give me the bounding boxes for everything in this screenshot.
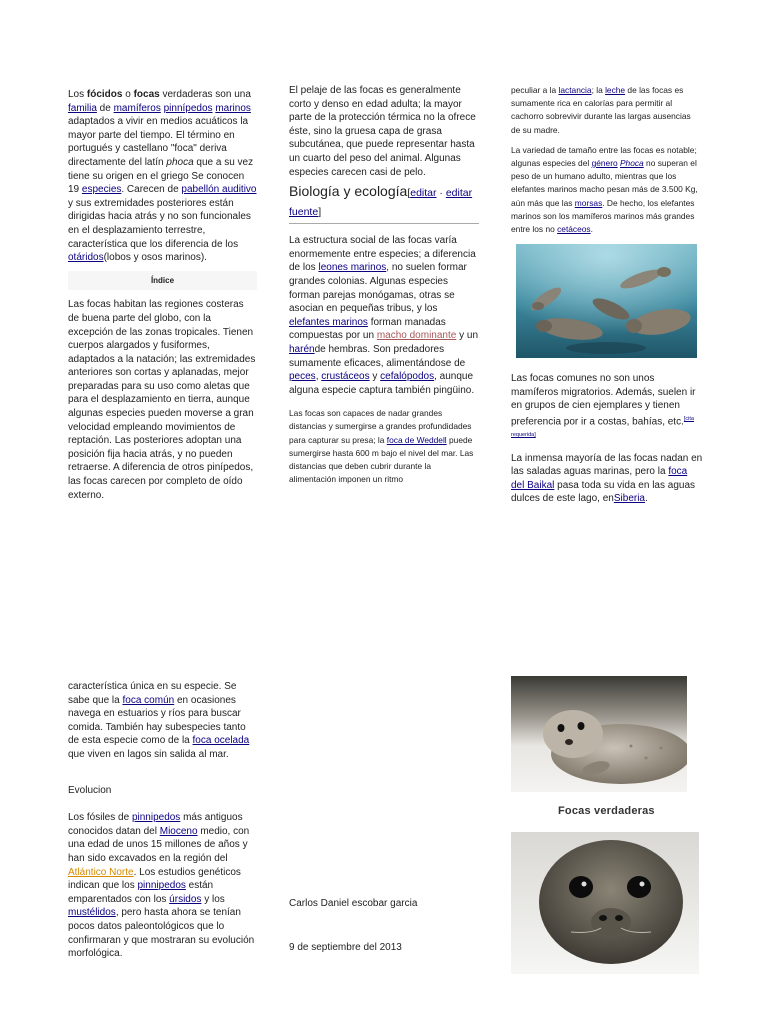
column-3-top [511, 84, 701, 236]
habitat-paragraph: Las focas habitan las regiones costeras de buena parte del globo, con la excepción de las zonas tropicales. Tienen cuerpos alargados y fusiformes, adaptados a la natación; las extremidades anteriores son cortas y aplanadas, mejor preparadas para su uso como aletas que para el desplazamiento en tierra, aunque algunas especies pueden moverse a gran velocidad empleando movimientos de reptación. Las posteriores adoptan una posición fija hacia atrás, y no pueden retraerse. A diferencia de otros pinípedos, las focas carecen por completo de oído externo. [68, 299, 256, 501]
link-leones-marinos[interactable]: leones marinos [318, 262, 387, 274]
citation-needed-link[interactable]: [cita requerida] [511, 415, 694, 438]
link-mamiferos[interactable]: mamíferos [113, 102, 161, 114]
link-foca-ocelada[interactable]: foca ocelada [192, 735, 250, 747]
link-otaridos[interactable]: otáridos [68, 252, 104, 264]
underwater-seals-image [516, 244, 697, 358]
column-1-top [68, 88, 257, 502]
size-paragraph: La variedad de tamaño entre las focas es notable; algunas especies del género Phoca no superan el peso de un humano adulto, mientras que los elefantes marinos macho pesan más de 3.500 Kg, aún más que las morsas. De hecho, los elefantes marinos son los mamíferos marinos más grandes entre los no cetáceos. [511, 144, 698, 235]
link-genero[interactable]: género [591, 158, 618, 169]
link-cefalopodos[interactable]: cefalópodos [380, 371, 435, 383]
seal-face-image [511, 832, 699, 974]
image-caption: Focas verdaderas [558, 805, 655, 817]
link-familia[interactable]: familia [68, 102, 97, 114]
column-2 [289, 84, 479, 487]
link-foca-comun[interactable]: foca común [122, 694, 175, 706]
link-crustaceos[interactable]: crustáceos [321, 371, 370, 383]
link-macho-dominante[interactable]: macho dominante [376, 330, 457, 342]
evolution-heading: Evolucion [68, 784, 112, 796]
seal-on-snow-illustration [511, 676, 687, 792]
column-3-middle [511, 372, 703, 506]
link-ursidos[interactable]: úrsidos [169, 893, 202, 905]
migration-paragraph: Las focas comunes no son unos mamíferos migratorios. Además, suelen ir en grupos de cien ejemplares y tienen preferencia por ir a costas, bahías, etc.[cita requerida] [511, 373, 696, 438]
link-especies[interactable]: especies [81, 184, 122, 196]
link-phoca[interactable]: Phoca [619, 158, 644, 169]
link-mustelidos[interactable]: mustélidos [68, 907, 116, 919]
swimming-paragraph: Las focas son capaces de nadar grandes distancias y sumergirse a grandes profundidades para capturar su presa; la foca de Weddell puede sumergirse hasta 600 m bajo el nivel del mar. Las distancias que deben cubrir durante la alimentación imponen un ritmo [289, 408, 474, 485]
seal-face-illustration [511, 832, 699, 974]
author-name: Carlos Daniel escobar garcia [289, 898, 418, 909]
link-foca-del-baikal[interactable]: foca del Baikal [511, 466, 688, 491]
lactancia-paragraph: peculiar a la lactancia; la leche de las focas es sumamente rica en calorías para permitir al cachorro sobrevivir durante las largas ausencias de su madre. [511, 85, 691, 135]
link-haren[interactable]: harén [289, 343, 315, 355]
intro-paragraph: Los fócidos o focas verdaderas son una familia de mamíferos pinnípedos marinos adaptados a vivir en medios acuáticos la mayor parte del tiempo. El término en portugués y castellano "foca" deriva directamente del latín phoca que a su vez tiene su origen en el griego Se conocen 19 especies. Carecen de pabellón auditivo y sus extremidades posteriores están dirigidas hacia atrás y no son funcionales en el desplazamiento terrestre, característica que los diferencia de los otáridos(lobos y osos marinos). [68, 89, 257, 264]
underwater-seals-illustration [516, 244, 697, 358]
section-heading-biologia: Biología y ecología[editar · editar fuente] [289, 183, 479, 224]
document-date: 9 de septiembre del 2013 [289, 942, 402, 953]
link-siberia[interactable]: Siberia [613, 493, 645, 505]
link-foca-de-weddell[interactable]: foca de Weddell [386, 434, 447, 445]
evolution-paragraph: Los fósiles de pinnipedos más antiguos conocidos datan del Mioceno medio, con una edad de unos 15 millones de años y han sido excavados en la región del Atlántico Norte. Los estudios genéticos indican que los pinnipedos están emparentados con los úrsidos y los mustélidos, pero hasta ahora se tenían pocos datos paleontológicos que lo confirmaran y que mostraran su evolución morfológica. [68, 812, 255, 960]
social-structure-paragraph: La estructura social de las focas varía enormemente entre especies; a diferencia de los leones marinos, no suelen formar grandes colonias. Algunas especies forman parejas monógamas, otras se asocian en pequeñas tribus, y los elefantes marinos forman manadas compuestas por un macho dominante y un harénde hembras. Son predadores sumamente eficaces, alimentándose de peces, crustáceos y cefalópodos, aunque alguna especie captura también pingüino. [289, 235, 479, 396]
link-mioceno[interactable]: Mioceno [159, 825, 198, 837]
edit-link[interactable]: editar [410, 187, 437, 200]
baikal-paragraph: La inmensa mayoría de las focas nadan en las saladas aguas marinas, pero la foca del Baikal pasa toda su vida en las aguas dulces de este lago, enSiberia. [511, 452, 703, 505]
link-pabellon-auditivo[interactable]: pabellón auditivo [181, 184, 257, 196]
column-1-bottom [68, 680, 257, 961]
pelaje-paragraph: El pelaje de las focas es generalmente corto y denso en edad adulta; la mayor parte de la protección térmica no la ofrece éste, sino la gruesa capa de grasa subcutánea, que puede representar hasta un cuarto del peso del animal. Algunas especies carecen casi de pelo. [289, 85, 476, 178]
link-lactancia[interactable]: lactancia [558, 85, 592, 95]
habitat-continued-paragraph: característica única en su especie. Se sabe que la foca común en ocasiones navega en estuarios y ríos para buscar comida. También hay subespecies tanto de esta especie como de la foca ocelada que viven en lagos sin salida al mar. [68, 681, 250, 760]
index-box[interactable]: Índice [68, 271, 257, 291]
link-leche[interactable]: leche [605, 85, 626, 95]
link-marinos[interactable]: marinos [215, 102, 251, 114]
seal-on-snow-image [511, 676, 687, 792]
edit-source-link[interactable]: editar fuente [289, 187, 473, 219]
link-morsas[interactable]: morsas [574, 197, 603, 208]
link-elefantes-marinos[interactable]: elefantes marinos [289, 316, 368, 328]
link-pinnipedos[interactable]: pinnípedos [163, 102, 213, 114]
link-cetaceos[interactable]: cetáceos [557, 224, 591, 235]
link-atlantico-norte[interactable]: Atlántico Norte [68, 866, 134, 878]
link-pinnipedos-fosiles[interactable]: pinnipedos [131, 812, 181, 824]
link-pinnipedos-geneticos[interactable]: pinnipedos [137, 880, 186, 892]
link-peces[interactable]: peces [289, 371, 316, 383]
